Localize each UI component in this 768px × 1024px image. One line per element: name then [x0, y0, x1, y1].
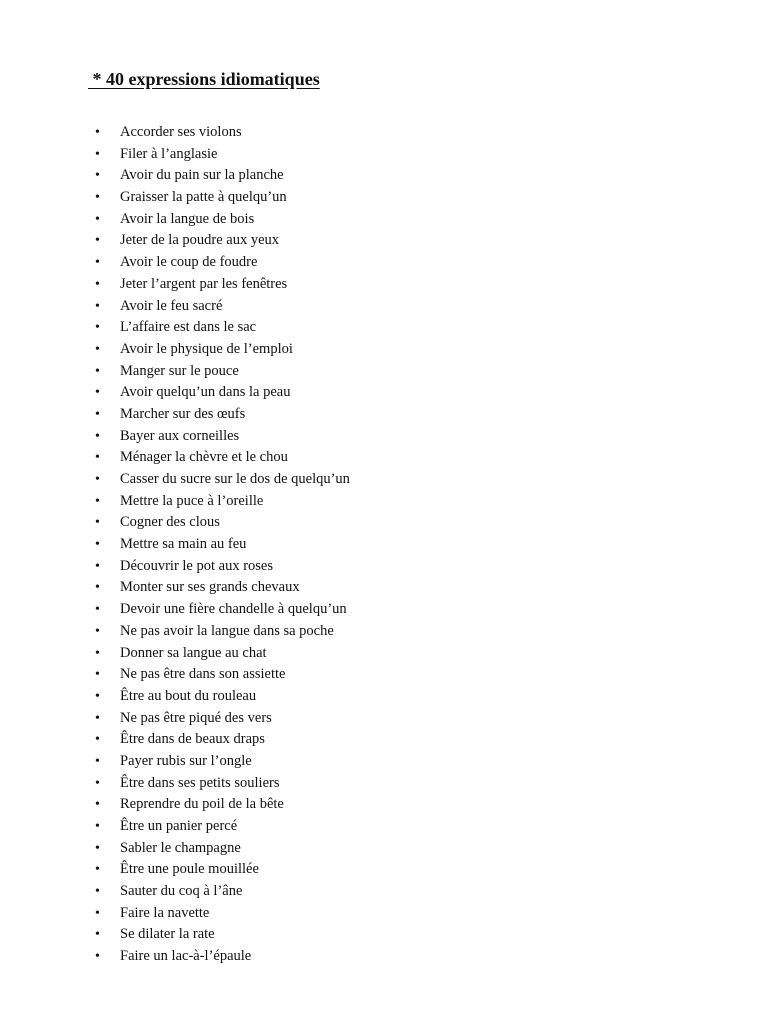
bullet-icon: •: [95, 645, 100, 661]
bullet-icon: •: [95, 710, 100, 726]
expression-text: Être dans ses petits souliers: [120, 774, 280, 791]
bullet-icon: •: [95, 862, 100, 878]
expression-text: Cogner des clous: [120, 514, 220, 531]
expression-text: Payer rubis sur l’ongle: [120, 752, 252, 769]
expression-text: Avoir du pain sur la planche: [120, 167, 284, 184]
expression-text: Être une poule mouillée: [120, 861, 259, 878]
bullet-icon: •: [95, 905, 100, 921]
bullet-icon: •: [95, 580, 100, 596]
bullet-icon: •: [95, 428, 100, 444]
expression-text: Mettre sa main au feu: [120, 536, 247, 553]
bullet-icon: •: [95, 450, 100, 466]
bullet-icon: •: [95, 602, 100, 618]
document-title: * 40 expressions idiomatiques: [88, 69, 320, 89]
bullet-icon: •: [95, 363, 100, 379]
bullet-icon: •: [95, 840, 100, 856]
bullet-icon: •: [95, 255, 100, 271]
bullet-icon: •: [95, 667, 100, 683]
bullet-icon: •: [95, 385, 100, 401]
bullet-icon: •: [95, 623, 100, 639]
expression-text: Ne pas être piqué des vers: [120, 709, 272, 726]
expression-text: Jeter l’argent par les fenêtres: [120, 275, 288, 292]
expression-text: Monter sur ses grands chevaux: [120, 579, 300, 596]
expression-text: Avoir le feu sacré: [120, 297, 223, 314]
expression-text: Accorder ses violons: [120, 124, 242, 140]
bullet-icon: •: [95, 406, 100, 422]
expression-text: Avoir le coup de foudre: [120, 254, 258, 271]
expression-text: Avoir la langue de bois: [120, 210, 255, 227]
bullet-icon: •: [95, 732, 100, 748]
expression-text: Mettre la puce à l’oreille: [120, 492, 264, 509]
expression-text: Faire un lac-à-l’épaule: [120, 948, 252, 965]
expression-text: Donner sa langue au chat: [120, 644, 267, 661]
expression-text: Sabler le champagne: [120, 839, 241, 856]
expression-text: Faire la navette: [120, 904, 210, 921]
bullet-icon: •: [95, 341, 100, 357]
bullet-icon: •: [95, 320, 100, 336]
bullet-icon: •: [95, 537, 100, 553]
bullet-icon: •: [95, 211, 100, 227]
expression-text: Avoir quelqu’un dans la peau: [120, 384, 291, 401]
expression-text: Casser du sucre sur le dos de quelqu’un: [120, 471, 350, 487]
expression-text: Filer à l’anglasie: [120, 145, 218, 162]
bullet-icon: •: [95, 949, 100, 965]
bullet-icon: •: [95, 276, 100, 292]
expression-text: Avoir le physique de l’emploi: [120, 340, 293, 357]
bullet-icon: •: [95, 146, 100, 162]
expression-text: Ne pas être dans son assiette: [120, 666, 286, 683]
bullet-icon: •: [95, 775, 100, 791]
bullet-icon: •: [95, 797, 100, 813]
expression-text: Ne pas avoir la langue dans sa poche: [120, 622, 334, 639]
expression-text: Ménager la chèvre et le chou: [120, 449, 288, 466]
expression-text: Être au bout du rouleau: [120, 687, 257, 704]
bullet-icon: •: [95, 558, 100, 574]
expression-text: Sauter du coq à l’âne: [120, 883, 243, 900]
bullet-icon: •: [95, 688, 100, 704]
bullet-icon: •: [95, 233, 100, 249]
bullet-icon: •: [95, 884, 100, 900]
bullet-icon: •: [95, 168, 100, 184]
expression-text: Bayer aux corneilles: [120, 427, 240, 444]
expression-text: Manger sur le pouce: [120, 362, 239, 379]
expression-text: L’affaire est dans le sac: [120, 319, 257, 336]
bullet-icon: •: [95, 298, 100, 314]
bullet-icon: •: [95, 927, 100, 943]
bullet-icon: •: [95, 190, 100, 206]
bullet-icon: •: [95, 819, 100, 834]
bullet-icon: •: [95, 125, 100, 140]
expression-text: Jeter de la poudre aux yeux: [120, 232, 280, 249]
expression-text: Se dilater la rate: [120, 926, 215, 943]
expression-text: Devoir une fière chandelle à quelqu’un: [120, 601, 347, 618]
expression-text: Être un panier percé: [120, 818, 238, 834]
bullet-icon: •: [95, 472, 100, 487]
bullet-icon: •: [95, 515, 100, 531]
expression-text: Être dans de beaux draps: [120, 731, 265, 748]
expression-text: Graisser la patte à quelqu’un: [120, 189, 287, 206]
bullet-icon: •: [95, 493, 100, 509]
expression-text: Reprendre du poil de la bête: [120, 796, 284, 813]
bullet-icon: •: [95, 753, 100, 769]
expression-text: Marcher sur des œufs: [120, 405, 246, 422]
expression-text: Découvrir le pot aux roses: [120, 557, 274, 574]
